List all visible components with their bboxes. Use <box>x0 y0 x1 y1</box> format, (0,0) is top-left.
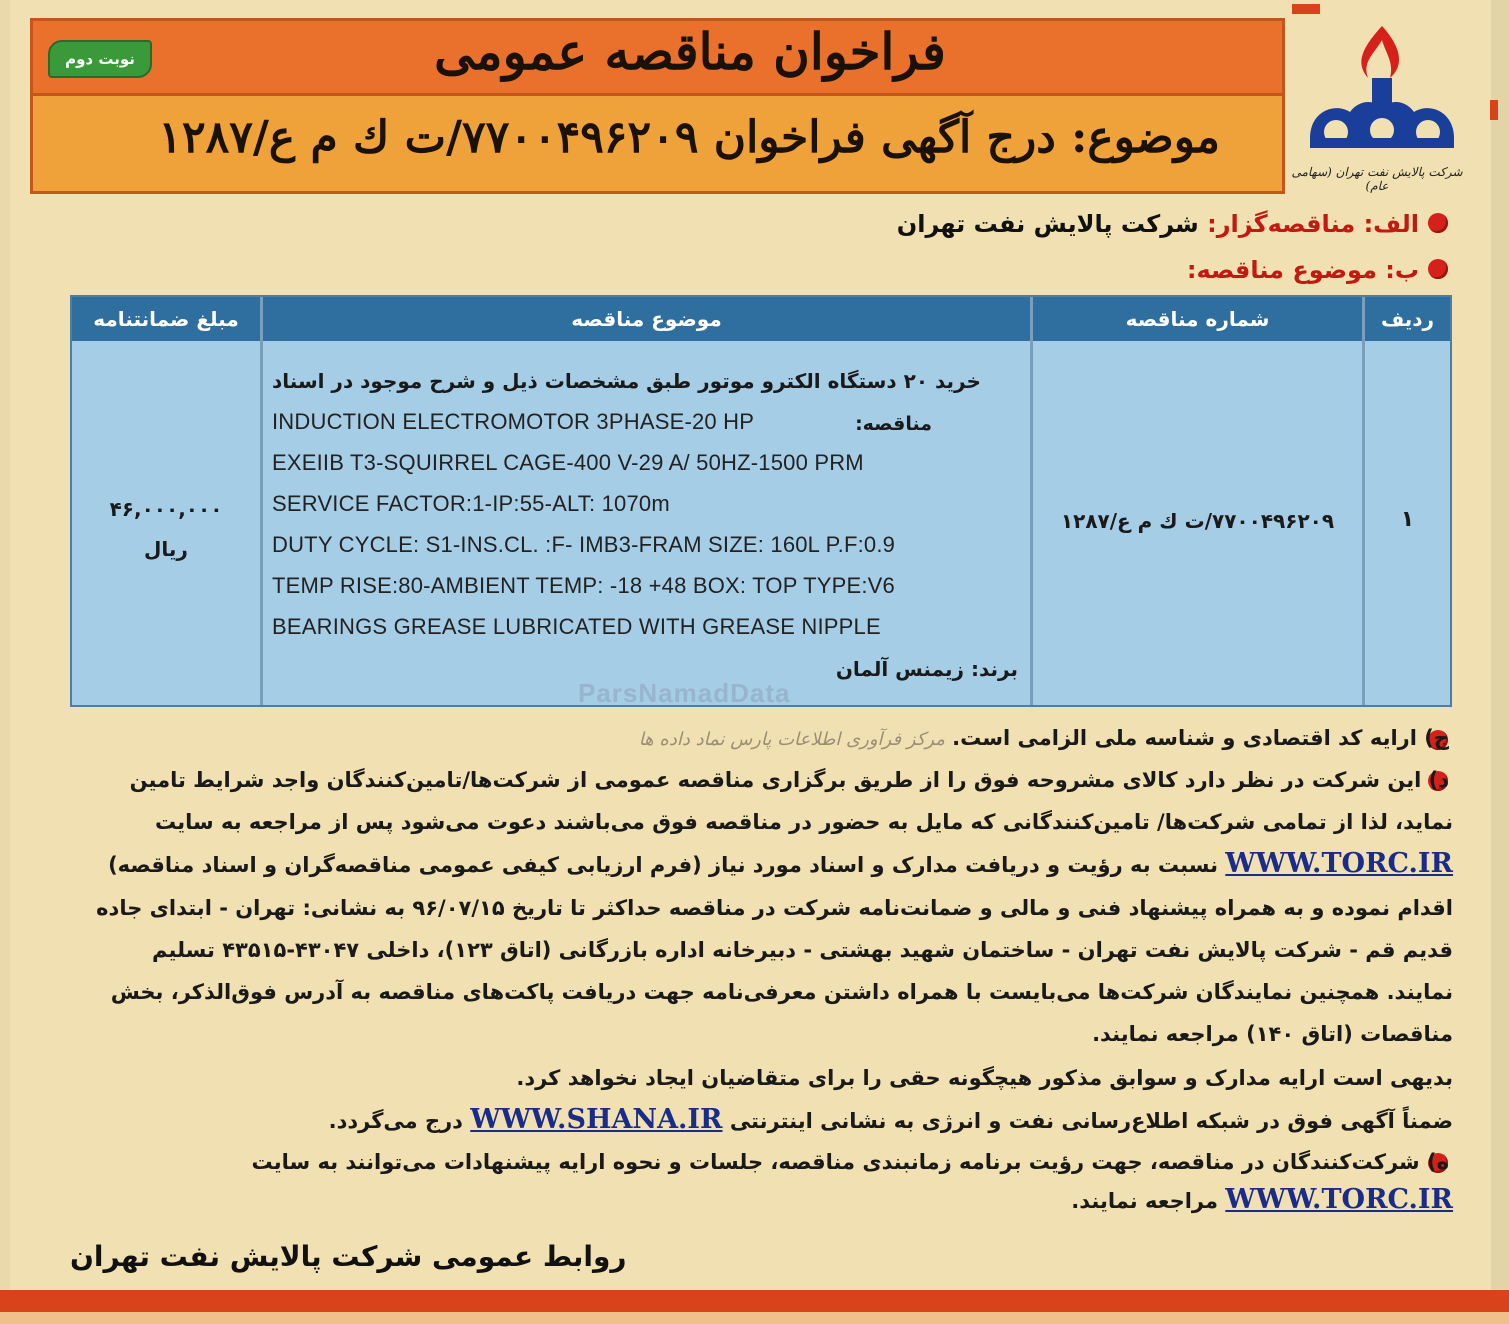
table-divider <box>260 297 263 705</box>
spec-line: SERVICE FACTOR:1-IP:55-ALT: 1070m <box>272 491 670 516</box>
tender-table <box>70 295 1452 707</box>
left-edge <box>0 0 10 1324</box>
section-be <box>1187 256 1419 284</box>
spec-line: EXEIIB T3-SQUIRREL CAGE-400 V-29 A/ 50HZ-1500 PRM <box>272 450 864 475</box>
paragraph-je <box>639 726 1449 750</box>
round-badge: نوبت دوم <box>48 40 152 78</box>
flame-logo-icon <box>1290 20 1465 170</box>
spec-line: DUTY CYCLE: S1-INS.CL. :F- IMB3-FRAM SIZE: 160L P.F:0.9 <box>272 532 896 557</box>
paragraph-je-label: ج) <box>1424 726 1449 750</box>
paragraph-dal-line3-text: نسبت به رؤیت و دریافت مدارک و اسناد مورد نیاز (فرم ارزیابی کیفی عمومی مناقصه‌گران و اسناد مناقصه) <box>108 853 1218 877</box>
section-alef-label: الف: مناقصه‌گزار: <box>1207 210 1419 238</box>
shana-link[interactable]: WWW.SHANA.IR <box>470 1104 723 1135</box>
row-index: ۱ <box>1400 507 1415 532</box>
footer-signature: روابط عمومی شرکت پالایش نفت تهران <box>70 1240 627 1273</box>
header-row: ردیف <box>1365 297 1450 341</box>
bullet-alef <box>1428 213 1448 233</box>
logo-caption: شرکت پالایش نفت تهران (سهامی عام) <box>1291 165 1463 193</box>
torc-link-2[interactable]: WWW.TORC.IR <box>1225 1184 1453 1215</box>
subject-fa-line: خرید ۲۰ دستگاه الکترو موتور طبق مشخصات ذیل و شرح موجود در اسناد <box>272 369 981 393</box>
paragraph-dal-line9-b: درج می‌گردد. <box>328 1109 463 1133</box>
paragraph-he-line2 <box>1071 1184 1453 1215</box>
paragraph-dal-line7: مناقصات (اتاق ۱۴۰) مراجعه نمایند. <box>1092 1022 1453 1046</box>
paragraph-dal-line9 <box>329 1104 1453 1135</box>
paragraph-dal-text: این شرکت در نظر دارد کالای مشروحه فوق را از طریق برگزاری مناقصه عمومی از شرکت‌ها/تامین‌کنندگان واجد شرایط تامین <box>129 768 1422 792</box>
table-divider <box>1362 297 1365 705</box>
page-title: فراخوان مناقصه عمومی <box>434 22 946 81</box>
guarantee-amount: ۴۶,۰۰۰,۰۰۰ <box>109 497 223 521</box>
section-alef <box>897 210 1419 238</box>
paragraph-dal-line9-a: ضمناً آگهی فوق در شبکه اطلاع‌رسانی نفت و انرژی به نشانی اینترنتی <box>729 1109 1453 1133</box>
section-be-label: ب: موضوع مناقصه: <box>1186 256 1419 284</box>
header-guarantee: مبلغ ضمانتنامه <box>72 297 260 341</box>
subject-fa-line2: مناقصه: <box>855 413 932 435</box>
paragraph-dal-line3 <box>108 848 1453 879</box>
watermark: ParsNamadData <box>578 678 791 708</box>
right-stripe <box>1490 100 1498 120</box>
row-number: ۷۷۰۰۴۹۶۲۰۹/ت ك م ع/۱۲۸۷ <box>1060 509 1335 533</box>
header-subject: موضوع مناقصه <box>263 297 1030 341</box>
paragraph-dal-line4: اقدام نموده و به همراه پیشنهاد فنی و مالی و ضمانت‌نامه شرکت در مناقصه حداکثر تا تاریخ ۹۶/۰۷/۱۵ به نشانی: تهران - ابتدای جاده <box>96 896 1453 920</box>
paragraph-dal-line1 <box>130 768 1449 792</box>
paragraph-he-line2-text: مراجعه نمایند. <box>1071 1189 1218 1213</box>
subject-line: موضوع: درج آگهی فراخوان ۷۷۰۰۴۹۶۲۰۹/ت ك م ع/۱۲۸۷ <box>158 112 1220 163</box>
paragraph-je-stamp: مرکز فرآوری اطلاعات پارس نماد داده ها <box>638 729 945 750</box>
paragraph-he-line1 <box>252 1150 1449 1174</box>
spec-line: TEMP RISE:80-AMBIENT TEMP: -18 +48 BOX: TOP TYPE:V6 <box>272 573 895 598</box>
paragraph-dal-line5: قدیم قم - شرکت پالایش نفت تهران - ساختمان شهید بهشتی - دبیرخانه اداره بازرگانی (اتاق ۱۲۳)، داخلی ۴۳۰۴۷-۴۳۵۱۵ تسلیم <box>152 938 1453 962</box>
section-alef-value: شرکت پالایش نفت تهران <box>896 210 1199 238</box>
spec-line: INDUCTION ELECTROMOTOR 3PHASE-20 HP <box>272 409 755 434</box>
paragraph-he-label: ه) <box>1427 1150 1449 1174</box>
paragraph-je-text: ارایه کد اقتصادی و شناسه ملی الزامی است. <box>952 726 1417 750</box>
paragraph-dal-line8: بدیهی است ارایه مدارک و سوابق مذکور هیچگونه حقی را برای متقاضیان ایجاد نخواهد کرد. <box>516 1066 1453 1090</box>
spec-line: BEARINGS GREASE LUBRICATED WITH GREASE NIPPLE <box>272 614 881 639</box>
bullet-be <box>1428 259 1448 279</box>
torc-link[interactable]: WWW.TORC.IR <box>1225 848 1453 879</box>
bottom-bar-lower <box>0 1312 1509 1324</box>
paragraph-he-text: شرکت‌کنندگان در مناقصه، جهت رؤیت برنامه زمانبندی مناقصه، جلسات و نحوه ارایه پیشنهادات می‌توانند به سایت <box>251 1150 1420 1174</box>
top-right-stripe <box>1292 4 1320 14</box>
guarantee-unit: ریال <box>144 537 188 561</box>
right-edge <box>1491 0 1509 1324</box>
header-number: شماره مناقصه <box>1033 297 1362 341</box>
bottom-bar <box>0 1290 1509 1312</box>
paragraph-dal-label: د) <box>1428 768 1449 792</box>
paragraph-dal-line2: نماید، لذا از تمامی شرکت‌ها/ تامین‌کنندگانی که مایل به حضور در مناقصه فوق می‌باشند دعوت می‌شود پس از مراجعه به سایت <box>155 810 1453 834</box>
brand-line: برند: زیمنس آلمان <box>835 657 1018 681</box>
paragraph-dal-line6: نمایند. همچنین نمایندگان شرکت‌ها می‌بایست با همراه داشتن معرفی‌نامه جهت دریافت پاکت‌های مناقصه به آدرس فوق‌الذکر، بخش <box>110 980 1453 1004</box>
